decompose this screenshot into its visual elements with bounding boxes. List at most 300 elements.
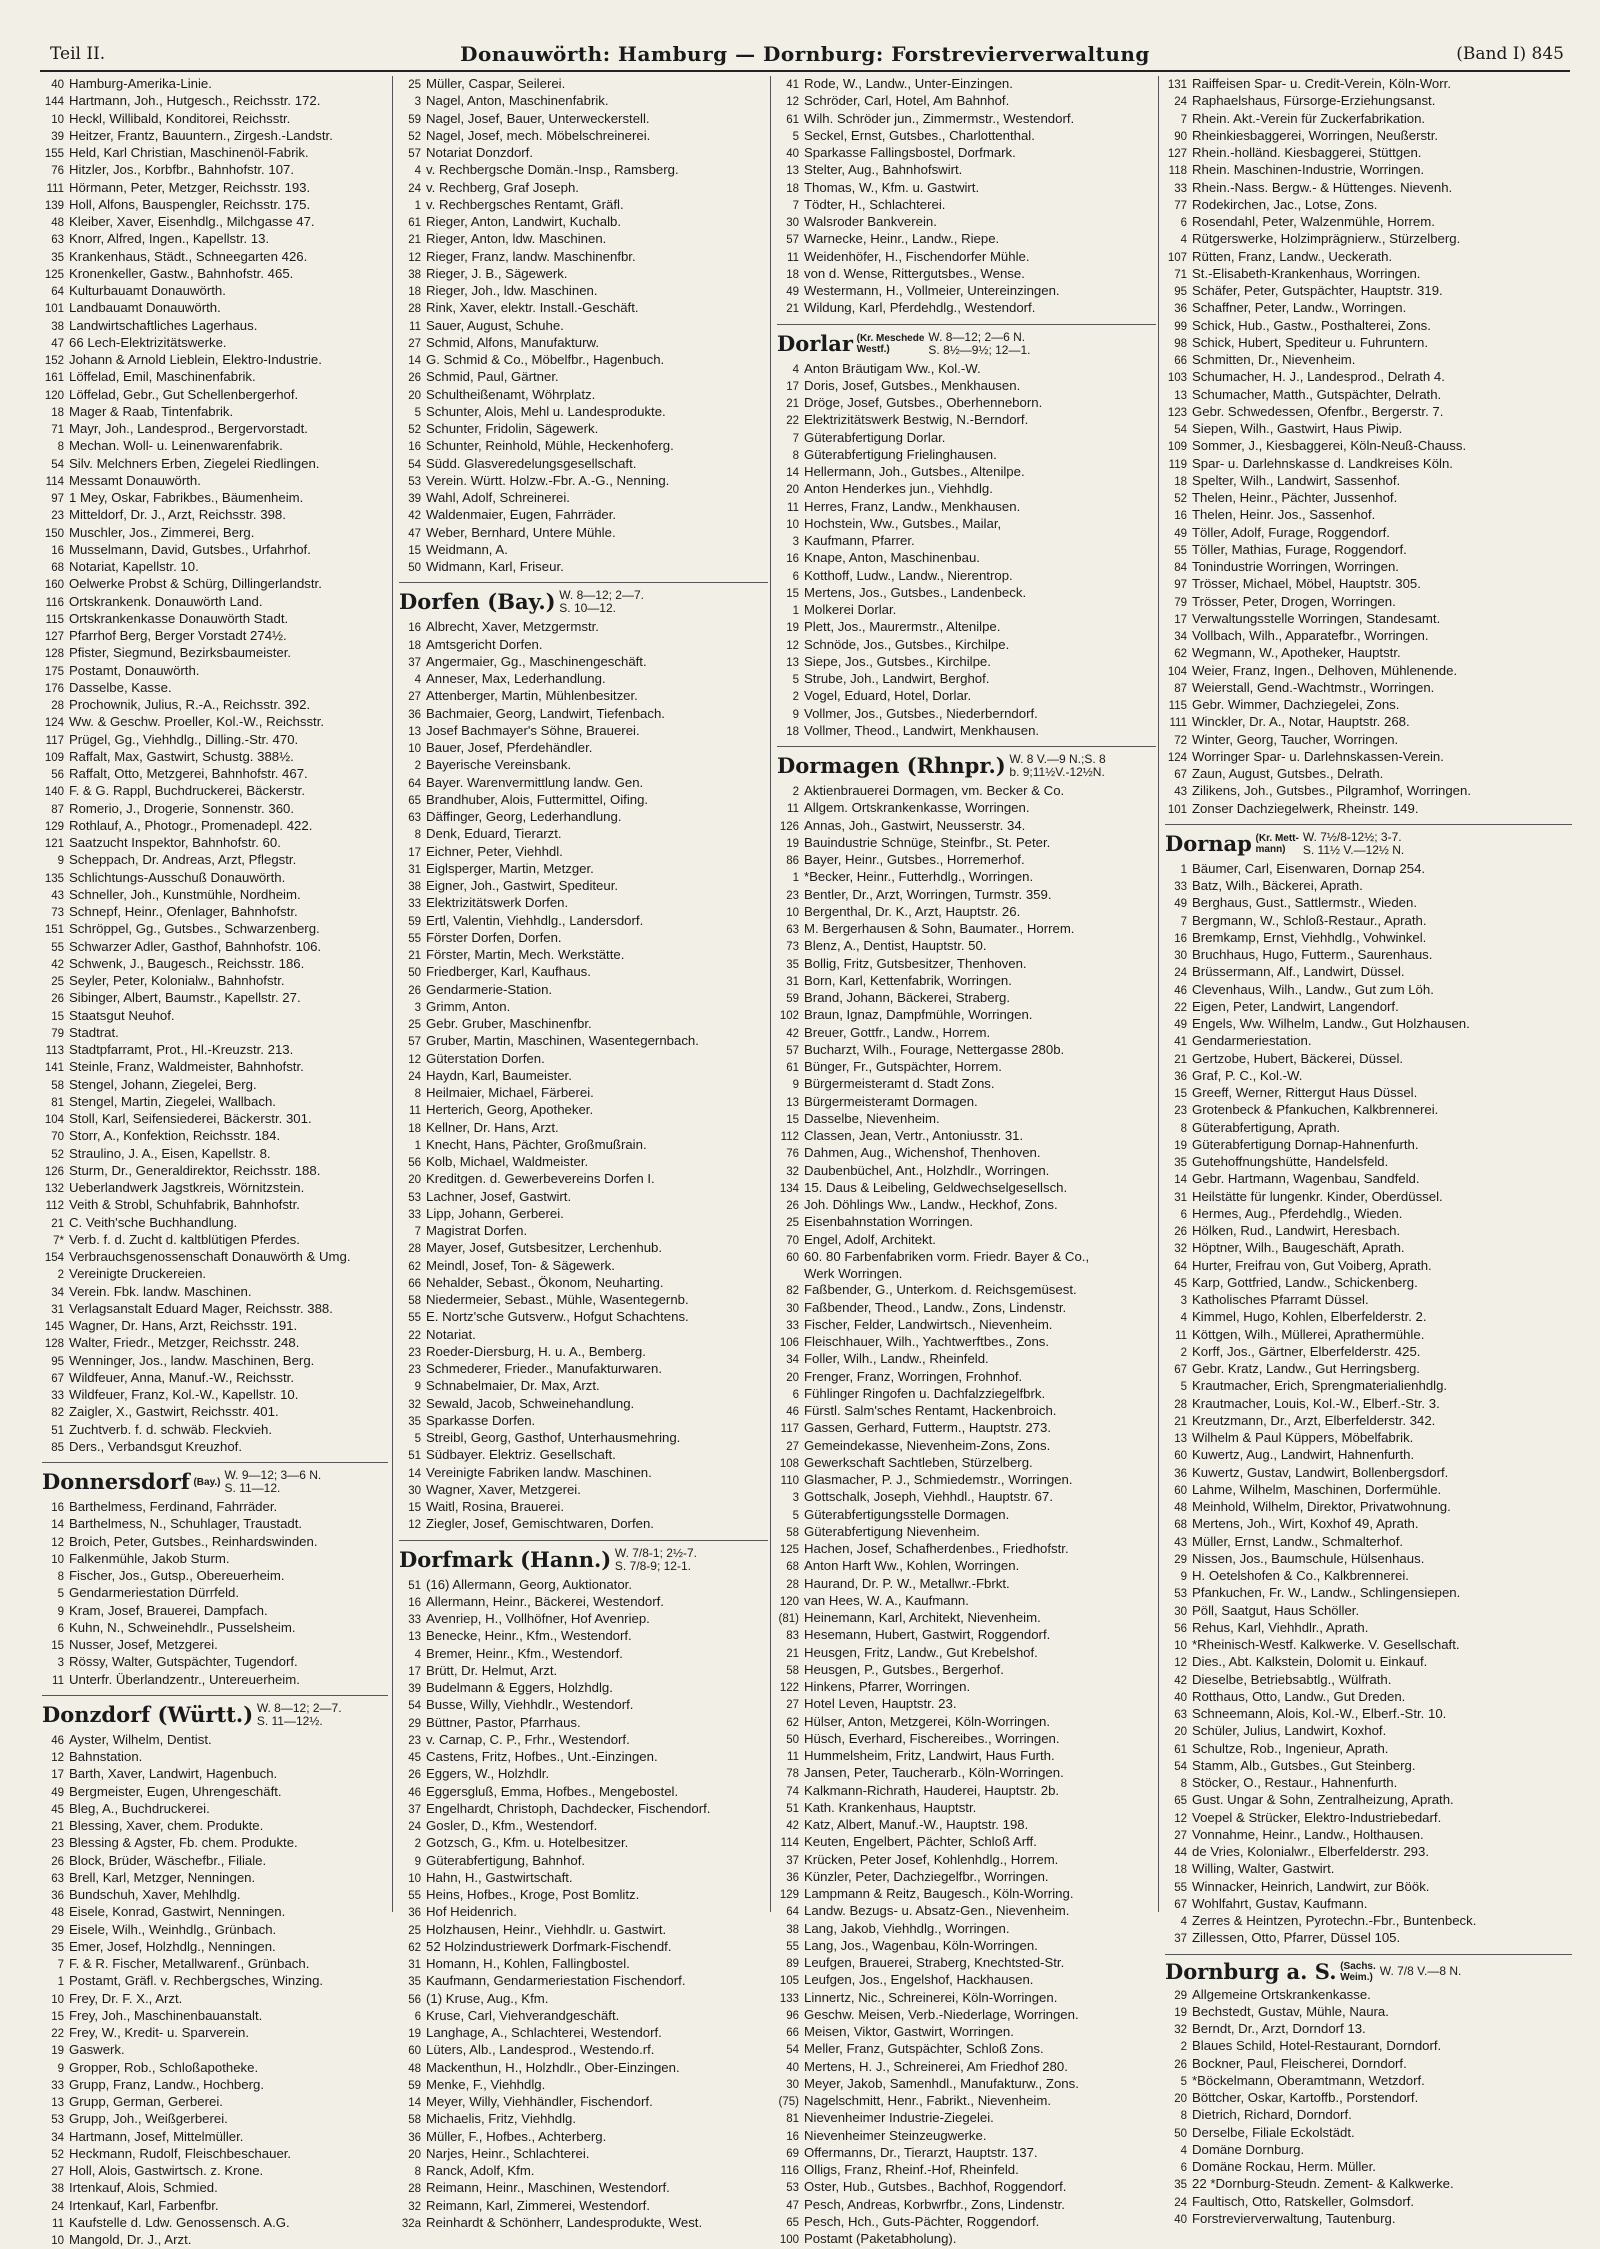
directory-entry	[42, 1370, 388, 1387]
phone-number: 43	[1174, 786, 1187, 799]
directory-entry	[42, 714, 388, 731]
phone-number: 161	[44, 372, 64, 385]
directory-entry	[777, 1300, 1156, 1317]
directory-entry	[42, 1620, 388, 1637]
entry-text: Doris, Josef, Gutsbes., Menkhausen.	[804, 377, 1021, 393]
entry-text: Gendarmeriestation Dürrfeld.	[69, 1585, 240, 1601]
entry-text: Bruchhaus, Hugo, Futterm., Saurenhaus.	[1192, 947, 1433, 962]
directory-entry	[42, 2215, 388, 2232]
directory-entry	[399, 1465, 768, 1482]
directory-entry	[1165, 2211, 1572, 2228]
entry-text: Menke, F., Viehhdlg.	[426, 2076, 546, 2092]
phone-number: 20	[408, 2148, 421, 2161]
entry-text: Schneemann, Alois, Kol.-W., Elberf.-Str. 10.	[1192, 1706, 1447, 1721]
directory-entry	[399, 1309, 768, 1326]
directory-entry	[42, 1956, 388, 1973]
phone-number: 65	[786, 2216, 799, 2229]
entry-text: Schunter, Reinhold, Mühle, Heckenhoferg.	[426, 438, 674, 454]
entry-text: Kellner, Dr. Hans, Arzt.	[426, 1119, 559, 1135]
entry-text: Stöcker, O., Restaur., Hahnenfurth.	[1192, 1775, 1398, 1790]
directory-entry	[399, 1361, 768, 1378]
entry-text: Domäne Rockau, Herm. Müller.	[1192, 2159, 1376, 2174]
phone-number: 22	[1174, 1001, 1187, 1014]
phone-number: 52	[51, 2148, 64, 2161]
directory-entry	[777, 378, 1156, 395]
entry-text: Ortskrankenk. Donauwörth Land.	[69, 593, 263, 609]
phone-number: 70	[51, 1131, 64, 1144]
phone-number: 23	[51, 510, 64, 523]
town-office-hours: W. 8—12; 2—7. S. 11—12½.	[256, 1700, 342, 1728]
directory-entry	[399, 671, 768, 688]
phone-number: 33	[408, 1208, 421, 1221]
entry-text: Grupp, Joh., Weißgerberei.	[69, 2111, 228, 2127]
phone-number: 24	[408, 1070, 421, 1083]
entry-text: Romerio, J., Drogerie, Sonnenstr. 360.	[69, 800, 295, 816]
phone-number: 43	[1174, 1536, 1187, 1549]
entry-text: Schick, Hubert, Spediteur u. Fuhruntern.	[1192, 334, 1429, 350]
directory-entry	[777, 481, 1156, 498]
phone-number: 85	[51, 1441, 64, 1454]
entry-text: St.-Elisabeth-Krankenhaus, Worringen.	[1192, 265, 1421, 281]
phone-number: 17	[1174, 613, 1187, 626]
directory-entry	[1165, 525, 1572, 542]
entry-text: Gaswerk.	[69, 2042, 125, 2058]
entry-text: Niedermeier, Sebast., Mühle, Wasentegernb.	[426, 1292, 689, 1307]
phone-number: 21	[408, 234, 421, 247]
directory-entry	[777, 1541, 1156, 1558]
directory-entry	[1165, 438, 1572, 455]
entry-text: Rothlauf, A., Photogr., Promenadepl. 422.	[69, 817, 313, 833]
phone-number: 37	[408, 656, 421, 669]
directory-entry	[399, 318, 768, 335]
phone-number: 37	[1174, 1933, 1187, 1946]
entry-text: Michaelis, Fritz, Viehhdlg.	[426, 2111, 577, 2127]
phone-number: 53	[51, 2114, 64, 2127]
entry-text: Vollbach, Wilh., Apparatefbr., Worringen.	[1192, 628, 1429, 643]
directory-entry	[777, 1990, 1156, 2007]
directory-entry	[399, 1068, 768, 1085]
entry-text: Güterabfertigung, Aprath.	[1192, 1119, 1341, 1135]
phone-number: 10	[51, 1553, 64, 1566]
entry-text: Gertzobe, Hubert, Bäckerei, Düssel.	[1192, 1050, 1404, 1066]
phone-number: 175	[44, 665, 64, 678]
directory-entry	[399, 688, 768, 705]
phone-number: 36	[408, 1907, 421, 1920]
town-office-hours: W. 9—12; 3—6 N. S. 11—12.	[224, 1468, 322, 1495]
entry-text: Ziegler, Josef, Gemischtwaren, Dorfen.	[426, 1516, 654, 1532]
directory-entry	[42, 766, 388, 783]
phone-number: 99	[1174, 320, 1187, 333]
entry-text: Nievenheimer Industrie-Ziegelei.	[804, 2110, 994, 2126]
entry-text: Bundschuh, Xaver, Mehlhdlg.	[69, 1887, 241, 1902]
entry-text: Irtenkauf, Karl, Farbenfbr.	[69, 2197, 219, 2213]
phone-number: 6	[1180, 217, 1187, 229]
entry-text: Bergmeister, Eugen, Uhrengeschäft.	[69, 1783, 282, 1799]
entry-text: Musselmann, David, Gutsbes., Urfahrhof.	[69, 541, 311, 557]
entry-text: Willing, Walter, Gastwirt.	[1192, 1861, 1335, 1877]
entry-text: Gebr. Wimmer, Dachziegelei, Zons.	[1192, 697, 1400, 712]
phone-number: 67	[1174, 1898, 1187, 1911]
directory-entry	[399, 982, 768, 999]
directory-entry	[1165, 1137, 1572, 1154]
directory-entry	[777, 1921, 1156, 1938]
phone-number: 26	[1174, 1226, 1187, 1238]
directory-entry	[1165, 947, 1572, 964]
phone-number: 2	[1180, 1346, 1187, 1359]
directory-entry	[1165, 628, 1572, 645]
entry-text: Weidmann, A.	[426, 541, 508, 557]
phone-number: 73	[786, 941, 799, 954]
entry-text: Dies., Abt. Kalkstein, Dolomit u. Einkauf.	[1192, 1654, 1428, 1670]
phone-number: 37	[786, 1854, 799, 1867]
directory-entry	[42, 680, 388, 697]
town-name: Dorfen (Bay.)	[399, 589, 556, 615]
entry-text: Güterabfertigung Frielinghausen.	[804, 446, 997, 462]
phone-number: 54	[51, 458, 64, 471]
entry-text: Ayster, Wilhelm, Dentist.	[69, 1731, 212, 1747]
phone-number: 35	[786, 958, 799, 971]
directory-entry	[777, 1145, 1156, 1162]
phone-number: 47	[51, 337, 64, 350]
directory-entry	[777, 1351, 1156, 1368]
directory-entry	[42, 1077, 388, 1094]
directory-entry	[399, 1611, 768, 1628]
directory-entry	[1165, 2038, 1572, 2055]
phone-number: 10	[1174, 1640, 1187, 1652]
directory-entry	[777, 1507, 1156, 1524]
phone-number: 4	[1180, 1916, 1187, 1928]
entry-text: Schunter, Alois, Mehl u. Landesprodukte.	[426, 403, 666, 419]
directory-entry	[777, 1903, 1156, 1920]
directory-entry	[399, 809, 768, 826]
directory-entry	[1165, 1051, 1572, 1068]
entry-text: Narjes, Heinr., Schlachterei.	[426, 2145, 590, 2161]
phone-number: 3	[792, 536, 799, 548]
entry-text: Joh. Döhlings Ww., Landw., Heckhof, Zons.	[804, 1197, 1058, 1212]
phone-number: 19	[51, 2045, 64, 2058]
directory-entry	[42, 1568, 388, 1585]
entry-text: Mangold, Dr. J., Arzt.	[69, 2232, 192, 2247]
phone-number: 25	[786, 1217, 799, 1230]
phone-number: 36	[408, 2131, 421, 2144]
entry-text: Wagner, Xaver, Metzgerei.	[426, 1481, 581, 1497]
directory-entry	[399, 1223, 768, 1240]
phone-number: 33	[51, 1390, 64, 1402]
phone-number: 24	[1174, 967, 1187, 980]
entry-text: Grupp, German, Gerberei.	[69, 2094, 223, 2109]
phone-number: 61	[1174, 1743, 1187, 1756]
entry-text: Heilstätte für lungenkr. Kinder, Oberdüssel.	[1192, 1188, 1443, 1204]
phone-number: 32	[1174, 2024, 1187, 2036]
phone-number: 35	[1174, 1157, 1187, 1169]
directory-entry	[42, 611, 388, 628]
directory-entry	[1165, 878, 1572, 895]
entry-text: Bollig, Fritz, Gutsbesitzer, Thenhoven.	[804, 955, 1027, 971]
entry-text: Rieger, J. B., Sägewerk.	[426, 265, 568, 281]
directory-entry	[1165, 1844, 1572, 1861]
phone-number: 61	[786, 113, 799, 126]
entry-text: Raffalt, Otto, Metzgerei, Bahnhofstr. 467.	[69, 766, 308, 781]
entry-text: Stamm, Alb., Gutsbes., Gut Steinberg.	[1192, 1757, 1416, 1773]
directory-entry	[42, 93, 388, 110]
entry-text: Anton Henderkes jun., Viehhdlg.	[804, 481, 993, 497]
entry-text: Barthelmess, Ferdinand, Fahrräder.	[69, 1499, 278, 1514]
directory-entry	[777, 1025, 1156, 1042]
directory-entry	[777, 637, 1156, 654]
entry-text: Gruber, Martin, Maschinen, Wasentegernbach.	[426, 1033, 699, 1049]
entry-text: Mertens, H. J., Schreinerei, Am Friedhof 280.	[804, 2058, 1068, 2074]
entry-text: Landwirtschaftliches Lagerhaus.	[69, 317, 258, 333]
phone-number: 31	[786, 975, 799, 988]
phone-number: 6	[1180, 1208, 1187, 1221]
directory-entry	[1165, 1154, 1572, 1171]
entry-text: Bürgermeisteramt Dormagen.	[804, 1093, 978, 1109]
phone-number: 11	[52, 2217, 64, 2230]
entry-text: Allgemeine Ortskrankenkasse.	[1192, 1986, 1371, 2002]
entry-text: Heusgen, P., Gutsbes., Bergerhof.	[804, 1661, 1004, 1677]
entry-text: Meyer, Jakob, Samenhdl., Manufakturw., Zons.	[804, 2075, 1079, 2091]
entry-text: Hüsch, Everhard, Fischereibes., Worringen.	[804, 1730, 1060, 1746]
phone-number: 64	[408, 777, 421, 790]
page-header	[40, 38, 1570, 72]
entry-text: Hahn, H., Gastwirtschaft.	[426, 1869, 573, 1885]
entry-text: Elektrizitätswerk Bestwig, N.-Berndorf.	[804, 412, 1029, 428]
entry-text: Spar- u. Darlehnskasse d. Landkreises Köln.	[1192, 455, 1453, 471]
phone-number: 46	[408, 1786, 421, 1799]
entry-text: Schwarzer Adler, Gasthof, Bahnhofstr. 106.	[69, 938, 322, 954]
directory-entry	[42, 990, 388, 1007]
entry-text: Allgem. Ortskrankenkasse, Worringen.	[804, 800, 1030, 816]
entry-text: Widmann, Karl, Friseur.	[426, 559, 564, 574]
directory-entry	[399, 1189, 768, 1206]
directory-entry	[42, 2129, 388, 2146]
directory-entry	[1165, 714, 1572, 731]
entry-text: Meyer, Willy, Viehhändler, Fischendorf.	[426, 2094, 653, 2109]
phone-number: 127	[1167, 148, 1187, 160]
phone-number: 14	[408, 355, 421, 367]
phone-number: 30	[786, 1302, 799, 1315]
entry-text: Kuwertz, Aug., Landwirt, Hahnenfurth.	[1192, 1447, 1415, 1463]
entry-text: Sauer, August, Schuhe.	[426, 317, 564, 333]
entry-text: Güterabfertigung Dornap-Hahnenfurth.	[1192, 1136, 1419, 1152]
phone-number: 18	[51, 406, 64, 419]
entry-text: Allermann, Heinr., Bäckerei, Westendorf.	[426, 1593, 664, 1609]
directory-entry	[1165, 1499, 1572, 1516]
entry-text: Busse, Willy, Viehhdlr., Westendorf.	[426, 1697, 634, 1713]
directory-entry	[42, 283, 388, 300]
phone-number: 18	[786, 182, 799, 195]
phone-number: 5	[1180, 1381, 1187, 1394]
entry-text: Bentler, Dr., Arzt, Worringen, Turmstr. 359.	[804, 886, 1052, 902]
phone-number: 5	[414, 1433, 421, 1445]
entry-text: Büttner, Pastor, Pfarrhaus.	[426, 1714, 581, 1730]
directory-entry	[777, 2059, 1156, 2076]
entry-text: Plett, Jos., Maurermstr., Altenilpe.	[804, 619, 1001, 635]
directory-entry	[777, 550, 1156, 567]
phone-number: 59	[408, 113, 421, 126]
directory-entry	[1165, 145, 1572, 162]
entry-text: Stelter, Aug., Bahnhofswirt.	[804, 162, 963, 178]
directory-entry	[399, 1870, 768, 1887]
directory-entry	[42, 939, 388, 956]
entry-text: Hof Heidenrich.	[426, 1904, 517, 1920]
entry-text: Raphaelshaus, Fürsorge-Erziehungsanst.	[1192, 93, 1436, 109]
directory-entry	[399, 1646, 768, 1663]
directory-entry	[399, 93, 768, 110]
phone-number: (75)	[778, 2096, 799, 2108]
phone-number: 20	[786, 484, 799, 497]
entry-text: Walsroder Bankverein.	[804, 214, 937, 229]
phone-number: 58	[408, 2114, 421, 2127]
phone-number: 14	[408, 2097, 421, 2109]
town-name: Donzdorf (Württ.)	[42, 1701, 254, 1727]
entry-text: Eggers, W., Holzhdlr.	[426, 1766, 550, 1782]
entry-text: Mayr, Joh., Landesprod., Bergervorstadt.	[69, 421, 308, 436]
phone-number: 35	[408, 1976, 421, 1989]
entry-text: Keuten, Engelbert, Pächter, Schloß Arff.	[804, 1834, 1037, 1850]
directory-entry	[777, 2076, 1156, 2093]
entry-text: Reinhardt & Schönherr, Landesprodukte, West.	[426, 2214, 703, 2230]
header-page-number: (Band I) 845	[1456, 44, 1564, 64]
directory-entry	[1165, 576, 1572, 593]
directory-entry	[777, 990, 1156, 1007]
directory-entry	[1165, 1068, 1572, 1085]
entry-text: Saatzucht Inspektor, Bahnhofstr. 60.	[69, 835, 281, 850]
phone-number: 134	[779, 1182, 799, 1195]
entry-text: Friedberger, Karl, Kaufhaus.	[426, 964, 591, 980]
directory-entry	[42, 335, 388, 352]
phone-number: 64	[786, 1906, 799, 1919]
entry-text: Verein. Fbk. landw. Maschinen.	[69, 1283, 252, 1299]
entry-text: Wenninger, Jos., landw. Maschinen, Berg.	[69, 1352, 315, 1368]
phone-number: 7	[1180, 915, 1187, 928]
phone-number: 120	[779, 1595, 799, 1608]
phone-number: 60	[408, 2045, 421, 2058]
column-3	[770, 76, 1156, 2246]
entry-text: Faultisch, Otto, Ratskeller, Golmsdorf.	[1192, 2193, 1415, 2209]
directory-entry	[42, 1853, 388, 1870]
phone-number: 57	[408, 1036, 421, 1049]
phone-number: 110	[780, 1475, 799, 1487]
directory-entry	[1165, 1275, 1572, 1292]
entry-text: Weier, Franz, Ingen., Delhoven, Mühlenende.	[1192, 662, 1458, 678]
phone-number: 31	[51, 1303, 64, 1316]
directory-entry	[777, 300, 1156, 317]
entry-text: Bucharzt, Wilh., Fourage, Nettergasse 280b.	[804, 1041, 1065, 1057]
directory-entry	[399, 1137, 768, 1154]
entry-text: Rhein. Akt.-Verein für Zuckerfabrikation.	[1192, 110, 1426, 126]
entry-text: Holzhausen, Heinr., Viehhdlr. u. Gastwirt.	[426, 1921, 667, 1937]
directory-entry	[42, 145, 388, 162]
phone-number: 46	[786, 1406, 799, 1418]
entry-text: Molkerei Dorlar.	[804, 602, 897, 617]
entry-text: Berghaus, Gust., Sattlermstr., Wieden.	[1192, 895, 1418, 911]
directory-entry	[42, 1422, 388, 1439]
phone-number: 11	[52, 1674, 64, 1687]
directory-entry	[1165, 197, 1572, 214]
directory-entry	[399, 1922, 768, 1939]
phone-number: 28	[1174, 1398, 1187, 1411]
phone-number: 54	[786, 2044, 799, 2057]
phone-number: 49	[1174, 1019, 1187, 1031]
entry-text: Leufgen, Jos., Engelshof, Hackhausen.	[804, 1972, 1034, 1988]
directory-entry	[42, 956, 388, 973]
entry-text: Bremkamp, Ernst, Viehhdlg., Vohwinkel.	[1192, 929, 1427, 945]
phone-number: 7	[792, 432, 799, 445]
directory-entry	[399, 1499, 768, 1516]
phone-number: 55	[1174, 544, 1187, 557]
directory-entry	[399, 525, 768, 542]
phone-number: 49	[1174, 898, 1187, 911]
entry-text: von d. Wense, Rittergutsbes., Wense.	[804, 265, 1025, 281]
entry-text: Nievenheimer Steinzeugwerke.	[804, 2127, 987, 2143]
phone-number: 23	[408, 1346, 421, 1359]
phone-number: 104	[44, 1114, 64, 1126]
entry-text: Hachen, Josef, Schafherdenbes., Friedhofstr.	[804, 1541, 1069, 1556]
directory-entry	[1165, 318, 1572, 335]
phone-number: 55	[408, 1312, 421, 1325]
entry-text: Brell, Karl, Metzger, Nenningen.	[69, 1869, 256, 1885]
entry-text: Nehalder, Sebast., Ökonom, Neuharting.	[426, 1274, 664, 1290]
directory-entry	[399, 2060, 768, 2077]
directory-entry	[1165, 1637, 1572, 1654]
entry-text: Böttcher, Oskar, Kartoffb., Porstendorf.	[1192, 2090, 1419, 2105]
directory-entry	[42, 594, 388, 611]
phone-number: 3	[792, 1492, 799, 1505]
directory-entry	[42, 111, 388, 128]
entry-text: Gewerkschaft Sachtleben, Stürzelberg.	[804, 1454, 1033, 1470]
phone-number: 39	[51, 130, 64, 143]
entry-text: Wildfeuer, Franz, Kol.-W., Kapellstr. 10.	[69, 1387, 299, 1402]
phone-number: 5	[792, 1509, 799, 1522]
directory-entry	[399, 283, 768, 300]
phone-number: 21	[1174, 1415, 1187, 1428]
entry-text: Broich, Peter, Gutsbes., Reinhardswinden.	[69, 1533, 318, 1549]
directory-entry	[42, 387, 388, 404]
phone-number: 97	[1174, 579, 1187, 592]
directory-entry	[399, 1085, 768, 1102]
phone-number: 29	[51, 1924, 64, 1937]
directory-entry	[1165, 1223, 1572, 1240]
directory-entry	[42, 2232, 388, 2249]
phone-number: 26	[408, 372, 421, 385]
entry-text: Eigen, Peter, Landwirt, Langendorf.	[1192, 998, 1399, 1014]
phone-number: 22	[408, 1329, 421, 1342]
phone-number: 26	[786, 1200, 799, 1212]
entry-text: Berndt, Dr., Arzt, Dorndorf 13.	[1192, 2021, 1366, 2036]
phone-number: (81)	[778, 1613, 799, 1625]
directory-entry	[42, 1197, 388, 1214]
phone-number: 25	[408, 1924, 421, 1937]
entry-text: Oelwerke Probst & Schürg, Dillingerlandstr.	[69, 576, 322, 592]
entry-text: Prochownik, Julius, R.-A., Reichsstr. 392.	[69, 697, 311, 712]
phone-number: 1	[57, 1976, 64, 1989]
entry-text: Bayer, Heinr., Gutsbes., Horremerhof.	[804, 852, 1025, 867]
phone-number: 33	[51, 2079, 64, 2092]
phone-number: 55	[51, 941, 64, 954]
entry-text: Greeff, Werner, Rittergut Haus Düssel.	[1192, 1085, 1418, 1100]
phone-number: 15	[408, 544, 421, 557]
entry-text: Müller, F., Hofbes., Achterberg.	[426, 2128, 607, 2144]
directory-entry	[399, 1956, 768, 1973]
directory-entry	[777, 2110, 1156, 2127]
entry-text: Tonindustrie Worringen, Worringen.	[1192, 559, 1399, 574]
directory-entry	[777, 938, 1156, 955]
directory-entry	[1165, 2073, 1572, 2090]
directory-entry	[1165, 1706, 1572, 1723]
directory-entry	[1165, 76, 1572, 93]
phone-number: 12	[1174, 1812, 1187, 1825]
